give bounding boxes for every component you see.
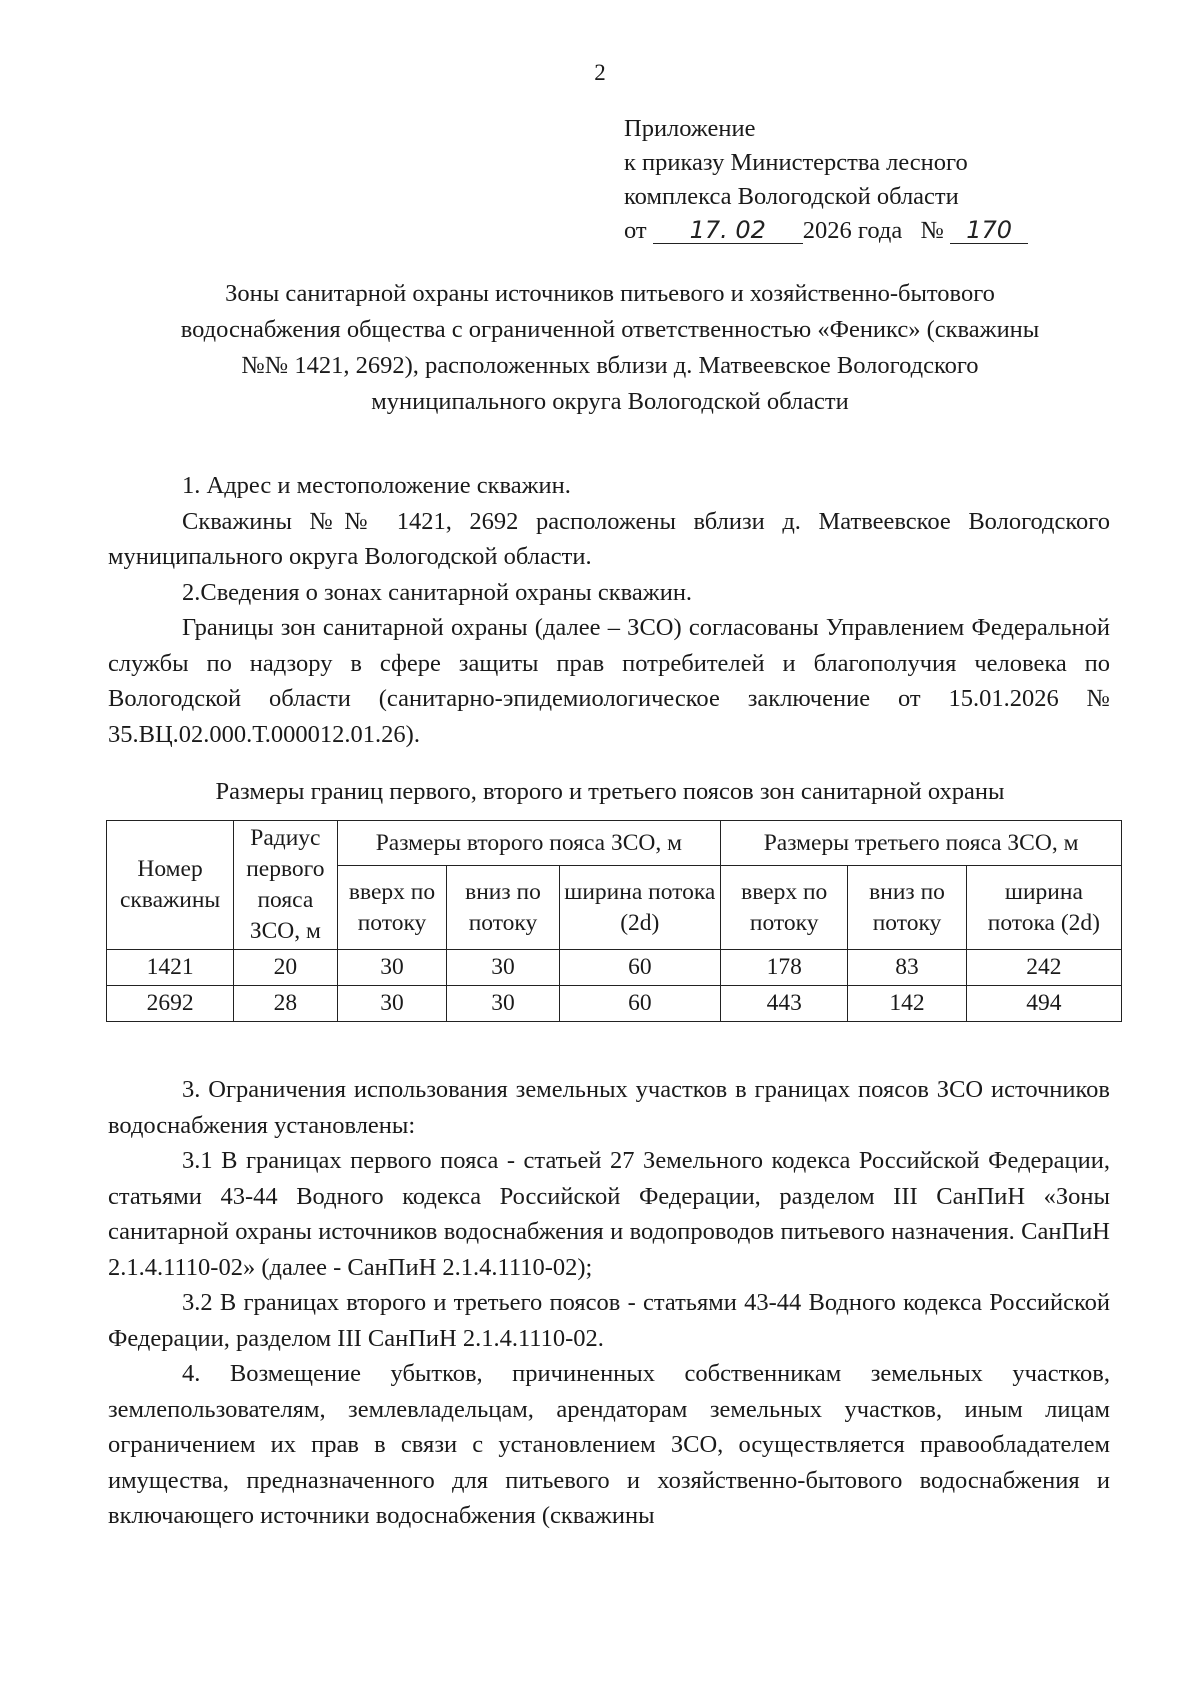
title-line-3: №№ 1421, 2692), расположенных вблизи д. Матвеевское Вологодского <box>241 352 979 379</box>
sections-3-4 <box>108 1072 1110 1534</box>
year-text: 2026 года <box>802 217 903 244</box>
section-4-text: 4. Возмещение убытков, причиненных собственникам земельных участков, землепользователям, землевладельцам, арендаторам земельных участков, иным лицам ограничением их прав в связи с установлением ЗСО, осуществляется правообладателем имущества, предназначенного для питьевого и хозяйственно-бытового водоснабжения и включающего источники водоснабжения (скважины <box>108 1360 1110 1529</box>
subheader-cell: ширина потока (2d) <box>966 866 1121 950</box>
header-third-belt: Размеры третьего пояса ЗСО, м <box>721 821 1122 866</box>
page-number: 2 <box>594 60 606 85</box>
subheader-cell: ширина потока (2d) <box>559 866 721 950</box>
table-cell: 178 <box>721 950 848 986</box>
table-cell: 60 <box>559 950 721 986</box>
table-cell: 443 <box>721 986 848 1022</box>
header-second-belt: Размеры второго пояса ЗСО, м <box>337 821 721 866</box>
section-1-heading: 1. Адрес и местоположение скважин. <box>182 472 571 499</box>
title-line-1: Зоны санитарной охраны источников питьевого и хозяйственно-бытового <box>225 280 995 307</box>
table-cell: 142 <box>848 986 967 1022</box>
table-cell: 30 <box>447 986 559 1022</box>
section-1-text: Скважины №№ 1421, 2692 расположены вблизи д. Матвеевское Вологодского муниципального округа Вологодской области. <box>108 507 1110 570</box>
appendix-line-3: комплекса Вологодской области <box>624 183 959 210</box>
table-cell: 83 <box>848 950 967 986</box>
table-cell: 28 <box>234 986 337 1022</box>
title-line-2: водоснабжения общества с ограниченной ответственностью «Феникс» (скважины <box>180 316 1040 343</box>
handwritten-number: 170 <box>950 217 1028 244</box>
section-2-text: Границы зон санитарной охраны (далее – ЗСО) согласованы Управлением Федеральной службы по надзору в сфере защиты прав потребителей и благополучия человека по Вологодской области (санитарно-эпидемиологическое заключение от 15.01.2026 № 35.ВЦ.02.000.Т.000012.01.26). <box>108 614 1110 748</box>
subheader-cell: вниз по потоку <box>848 866 967 950</box>
appendix-block <box>624 112 1144 248</box>
appendix-line-1: Приложение <box>624 115 756 142</box>
zso-table <box>106 820 1122 1022</box>
handwritten-date: 17. 02 <box>653 217 803 244</box>
section-3-2: 3.2 В границах второго и третьего поясов - статьями 43-44 Водного кодекса Российской Федерации, разделом III СанПиН 2.1.4.1110-02. <box>108 1289 1110 1352</box>
section-2-heading: 2.Сведения о зонах санитарной охраны скважин. <box>182 578 693 606</box>
table-cell: 30 <box>337 986 447 1022</box>
document-title <box>100 276 1120 420</box>
sections-1-2 <box>108 468 1110 752</box>
header-first-belt-radius: Радиус первого пояса ЗСО, м <box>234 821 337 950</box>
table-cell: 60 <box>559 986 721 1022</box>
table-cell: 30 <box>447 950 559 986</box>
table-row <box>107 986 1122 1022</box>
subheader-cell: вниз по потоку <box>447 866 559 950</box>
table-cell: 30 <box>337 950 447 986</box>
subheader-cell: вверх по потоку <box>721 866 848 950</box>
table-caption: Размеры границ первого, второго и третьего поясов зон санитарной охраны <box>215 778 1005 805</box>
section-3-heading: 3. Ограничения использования земельных участков в границах поясов ЗСО источников водоснабжения установлены: <box>108 1076 1110 1139</box>
table-cell: 494 <box>966 986 1121 1022</box>
section-3-1: 3.1 В границах первого пояса - статьей 27 Земельного кодекса Российской Федерации, статьями 43-44 Водного кодекса Российской Федерации, разделом III СанПиН «Зоны санитарной охраны источников водоснабжения и водопроводов питьевого назначения. СанПиН 2.1.4.1110-02» (далее - СанПиН 2.1.4.1110-02); <box>108 1147 1110 1281</box>
number-label: № <box>920 217 944 244</box>
appendix-date-line <box>624 214 1144 248</box>
table-row <box>107 950 1122 986</box>
table-cell: 2692 <box>107 986 234 1022</box>
title-line-4: муниципального округа Вологодской области <box>371 388 849 415</box>
table-cell: 1421 <box>107 950 234 986</box>
appendix-line-2: к приказу Министерства лесного <box>624 149 968 176</box>
header-well-number: Номер скважины <box>107 821 234 950</box>
subheader-cell: вверх по потоку <box>337 866 447 950</box>
table-cell: 242 <box>966 950 1121 986</box>
table-cell: 20 <box>234 950 337 986</box>
from-label: от <box>624 217 647 244</box>
